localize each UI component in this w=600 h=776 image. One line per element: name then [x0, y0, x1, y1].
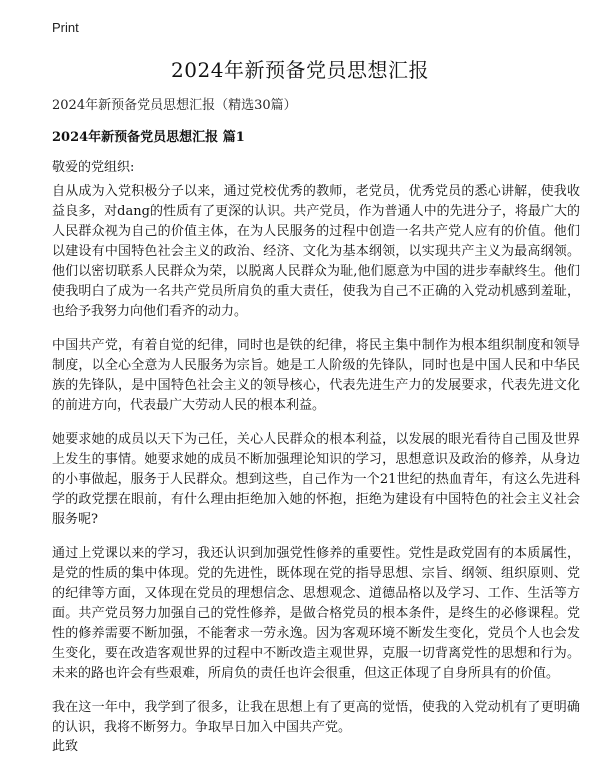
salutation: 敬爱的党组织: [52, 160, 135, 175]
body-paragraph: 她要求她的成员以天下为己任，关心人民群众的根本利益，以发展的眼光看待自己围及世界上发生的事情。她要求她的成员不断加强理论知识的学习，思想意识及政治的修养，从身边的小事做起，服务于人民群众。想到这些，自己作为一个21世纪的热血青年，有这么先进科学的政党摆在眼前，有什么理由拒绝加入她的怀抱，拒绝为建设有中国特色的社会主义社会服务呢? [52, 432, 580, 527]
document-subtitle: 2024年新预备党员思想汇报（精选30篇） [52, 98, 297, 113]
letter-body [52, 182, 580, 752]
page-title: 2024年新预备党员思想汇报 [171, 58, 429, 82]
body-paragraph: 我在这一年中，我学到了很多，让我在思想上有了更高的觉悟，使我的入党动机有了更明确的认识，我将不断努力。争取早日加入中国共产党。 [52, 700, 580, 735]
print-link[interactable]: Print [52, 20, 79, 35]
body-paragraph: 通过上党课以来的学习，我还认识到加强党性修养的重要性。党性是政党固有的本质属性，是党的性质的集中体现。党的先进性，既体现在党的指导思想、宗旨、纲领、组织原则、党的纪律等方面，又体现在党员的理想信念、思想观念、道德品格以及学习、工作、生活等方面。共产党员努力加强自己的党性修养，是做合格党员的根本条件，是终生的必修课程。党性的修养需要不断加强，不能奢求一劳永逸。因为客观环境不断发生变化，党员个人也会发生变化，要在改造客观世界的过程中不断改造主观世界，克服一切背离党性的思想和行为。未来的路也许会有些艰难，所肩负的责任也许会很重，但这正体现了自身所具有的价值。 [52, 546, 580, 681]
section-heading: 2024年新预备党员思想汇报 篇1 [52, 130, 245, 145]
closing-salutation: 此致 [52, 739, 79, 754]
body-paragraph: 自从成为入党积极分子以来，通过党校优秀的教师，老党员，优秀党员的悉心讲解，使我收益良多，对dang的性质有了更深的认识。共产党员，作为普通人中的先进分子，将最广大的人民群众视为自己的价值主体，在为人民服务的过程中创造一名共产党人应有的价值。他们以建设有中国特色社会主义的政治、经济、文化为基本纲领，以实现共产主义为最高纲领。他们以密切联系人民群众为荣，以脱离人民群众为耻,他们愿意为中国的进步奉献终生。他们使我明白了成为一名共产党员所肩负的重大责任，使我为自己不正确的入党动机感到羞耻，也给予我努力向他们看齐的动力。 [52, 184, 580, 319]
body-paragraph: 中国共产党，有着自觉的纪律，同时也是铁的纪律，将民主集中制作为根本组织制度和领导制度，以全心全意为人民服务为宗旨。她是工人阶级的先锋队，同时也是中国人民和中华民族的先锋队，是中国特色社会主义的领导核心，代表先进生产力的发展要求，代表先进文化的前进方向，代表最广大劳动人民的根本利益。 [52, 338, 580, 413]
